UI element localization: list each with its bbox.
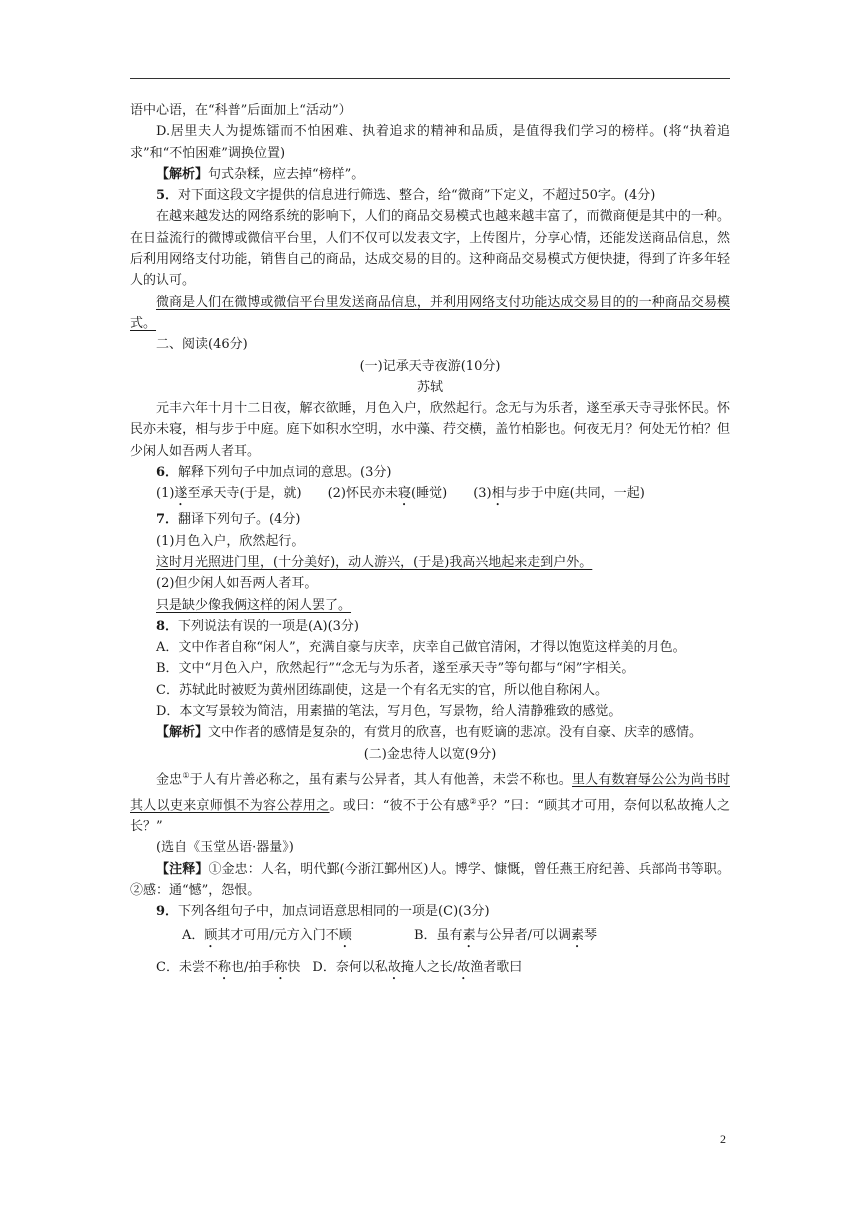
text1-title: (一)记承天寺夜游(10分) bbox=[359, 358, 501, 374]
analysis bbox=[130, 164, 730, 185]
q8-option-b: B．文中“月色入户，欣然起行”“念无与为乐者，遂至承天寺”等句都与“闲”字相关。 bbox=[156, 661, 635, 677]
question-number: 8． bbox=[156, 618, 179, 634]
q5-passage: 在越来越发达的网络系统的影响下，人们的商品交易模式也越来越丰富了，而微商便是其中的一种。在日益流行的微博或微信平台里，人们不仅可以发表文字，上传图片，分享心情，还能发送商品信息，然后利用网络支付功能，销售自己的商品，达成交易的目的。这种商品交易模式方便快捷，得到了许多年轻人的认可。 bbox=[130, 209, 730, 289]
question-stem: 解释下列句子中加点词的意思。(3分) bbox=[178, 465, 392, 481]
question-stem: 下列说法有误的一项是(A)(3分) bbox=[178, 618, 359, 634]
footnote-marker: ② bbox=[469, 796, 477, 806]
q7-answer-2 bbox=[130, 595, 730, 616]
text2-notes: 【注释】①金忠：人名，明代鄞(今浙江鄞州区)人。博学、慷慨，曾任燕王府纪善、兵部尚书等职。②感：通“憾”，怨恨。 bbox=[130, 861, 730, 899]
q9-option-c: C．未尝不称也/拍手称快 bbox=[156, 959, 301, 975]
q6-item-1: (1)遂至承天寺(于是，就) bbox=[156, 486, 302, 502]
q8-option-d: D．本文写景较为简洁，用素描的笔法，写月色，写景物，给人清静雅致的感觉。 bbox=[156, 704, 622, 720]
q5-answer bbox=[130, 292, 730, 335]
q8-option-a: A．文中作者自称“闲人”，充满自豪与庆幸，庆幸自己做官清闲，才得以饱览这样美的月色。 bbox=[156, 640, 686, 656]
dotted-word: 顾 bbox=[204, 927, 218, 943]
text2-title: (二)金忠待人以宽(9分) bbox=[363, 746, 497, 762]
question-stem: 翻译下列句子。(4分) bbox=[178, 512, 301, 528]
dotted-word: 素 bbox=[570, 927, 584, 943]
q8-option-c: C．苏轼此时被贬为黄州团练副使，这是一个有名无实的官，所以他自称闲人。 bbox=[156, 682, 608, 698]
text1-body: 元丰六年十月十二日夜，解衣欲睡，月色入户，欣然起行。念无与为乐者，遂至承天寺寻张怀民。怀民亦未寝，相与步于中庭。庭下如积水空明，水中藻、荇交横，盖竹柏影也。何夜无月？何处无竹柏？但少闲人如吾两人者耳。 bbox=[130, 401, 730, 459]
dotted-word: 寝 bbox=[398, 486, 412, 502]
page-number: 2 bbox=[720, 1132, 726, 1146]
q6-item-2: (2)怀民亦未寝(睡觉) bbox=[327, 486, 448, 502]
notes-label: 【注释】 bbox=[156, 861, 209, 877]
question-number: 7． bbox=[156, 512, 179, 528]
dotted-word: 故 bbox=[387, 959, 401, 975]
question-9 bbox=[130, 901, 730, 922]
dotted-word: 故 bbox=[457, 959, 471, 975]
q9-option-b: B．虽有素与公异者/可以调素琴 bbox=[414, 927, 597, 943]
part-2-title: 二、阅读(46分) bbox=[156, 337, 248, 353]
underlined-sentence: 里人有数窘辱公公为尚书时其人以吏来京师惧不为容公荐用之 bbox=[130, 772, 730, 813]
answer-text: 这时月光照进门里，(十分美好)，动人游兴，(于是)我高兴地起来走到户外。 bbox=[156, 554, 593, 570]
dotted-word: 称 bbox=[217, 959, 231, 975]
question-stem: 对下面这段文字提供的信息进行筛选、整合，给“微商”下定义，不超过50字。(4分) bbox=[178, 188, 656, 204]
question-stem: 下列各组句子中，加点词语意思相同的一项是(C)(3分) bbox=[178, 904, 490, 920]
text2-source: (选自《玉堂丛语·器量》) bbox=[156, 840, 294, 856]
q7-sentence-2: (2)但少闲人如吾两人者耳。 bbox=[156, 576, 318, 592]
question-number: 5． bbox=[156, 188, 179, 204]
analysis-label: 【解析】 bbox=[156, 725, 209, 741]
text2-body: 金忠①于人有片善必称之，虽有素与公异者，其人有他善，未尝不称也。里人有数窘辱公公为尚书时其人以吏来京师惧不为容公荐用之。或曰：“彼不于公有感②乎？”曰：“顾其才可用，奈何以私故掩人之长？” bbox=[130, 770, 731, 835]
dotted-word: 相 bbox=[491, 486, 505, 502]
text1-author: 苏轼 bbox=[416, 379, 443, 395]
q9-options-ab bbox=[130, 925, 730, 951]
q9-options-cd bbox=[130, 957, 730, 983]
question-8 bbox=[130, 616, 730, 637]
header-rule bbox=[130, 78, 730, 79]
analysis-text: 句式杂糅，应去掉“榜样”。 bbox=[208, 166, 365, 182]
analysis-label: 【解析】 bbox=[156, 166, 209, 182]
answer-text: 微商是人们在微博或微信平台里发送商品信息，并利用网络支付功能达成交易目的的一种商品交易模式。 bbox=[130, 294, 730, 331]
q9-option-a: A．顾其才可用/元方入门不顾 bbox=[182, 927, 352, 943]
q6-items bbox=[130, 483, 730, 509]
dotted-word: 遂 bbox=[174, 486, 188, 502]
q7-answer-1 bbox=[130, 552, 730, 573]
question-6 bbox=[130, 462, 730, 483]
question-number: 9． bbox=[156, 904, 179, 920]
page-content bbox=[130, 100, 730, 983]
dotted-word: 称 bbox=[274, 959, 288, 975]
footnote-marker: ① bbox=[182, 770, 190, 780]
q6-item-3: (3)相与步于中庭(共同，一起) bbox=[473, 486, 645, 502]
dotted-word: 素 bbox=[462, 927, 476, 943]
question-5 bbox=[130, 185, 730, 206]
analysis-text: 文中作者的感情是复杂的，有赏月的欣喜，也有贬谪的悲凉。没有自豪、庆幸的感情。 bbox=[208, 725, 703, 741]
option-d: D.居里夫人为提炼镭而不怕困难、执着追求的精神和品质，是值得我们学习的榜样。(将“执着追求”和“不怕困难”调换位置) bbox=[130, 124, 730, 161]
answer-text: 只是缺少像我俩这样的闲人罢了。 bbox=[156, 597, 352, 613]
q9-option-d: D．奈何以私故掩人之长/故渔者歌曰 bbox=[312, 959, 523, 975]
analysis bbox=[130, 722, 730, 743]
question-number: 6． bbox=[156, 465, 179, 481]
text-line: 语中心语，在“科普”后面加上“活动”） bbox=[130, 103, 352, 118]
dotted-word: 顾 bbox=[338, 927, 352, 943]
q7-sentence-1: (1)月色入户，欣然起行。 bbox=[156, 533, 305, 549]
question-7 bbox=[130, 509, 730, 530]
